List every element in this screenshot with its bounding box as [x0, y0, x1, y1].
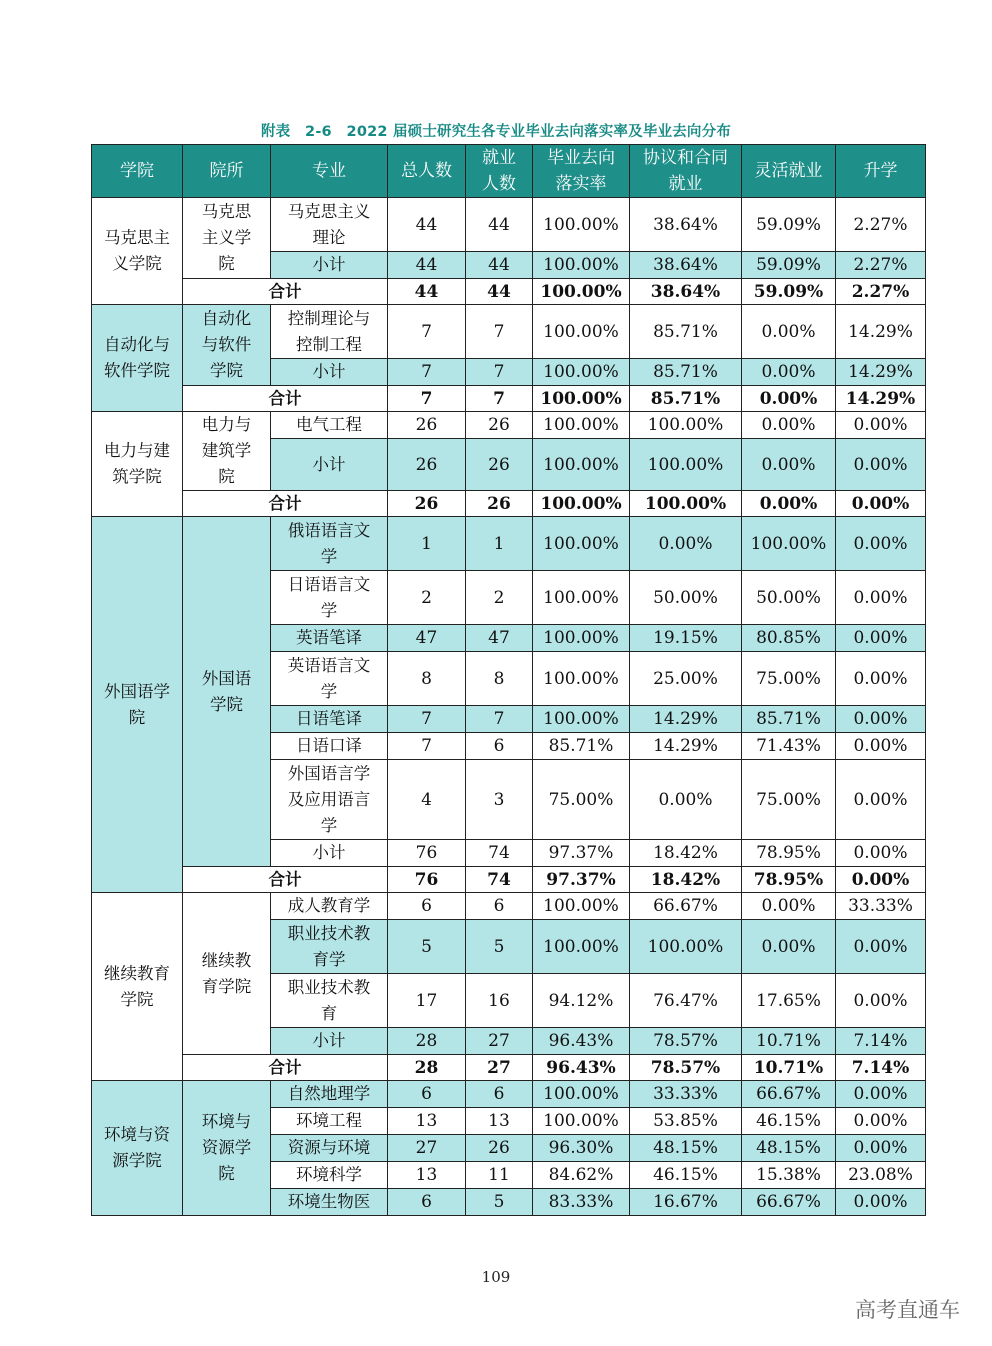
- total-further: 0.00%: [836, 867, 926, 893]
- major-name: 日语笔译: [271, 706, 388, 733]
- cell-rate: 100.00%: [533, 920, 630, 974]
- cell-contract: 46.15%: [630, 1162, 742, 1189]
- cell-total: 17: [388, 974, 466, 1028]
- total-contract: 100.00%: [630, 491, 742, 517]
- major-name: 英语笔译: [271, 625, 388, 652]
- total-employed: 74: [466, 867, 533, 893]
- cell-flexible: 50.00%: [742, 571, 836, 625]
- cell-rate: 100.00%: [533, 439, 630, 491]
- cell-contract: 50.00%: [630, 571, 742, 625]
- total-row: [92, 867, 926, 893]
- cell-further: 0.00%: [836, 412, 926, 439]
- cell-employed: 5: [466, 920, 533, 974]
- table-row: [92, 412, 926, 439]
- cell-total: 44: [388, 198, 466, 252]
- cell-rate: 100.00%: [533, 305, 630, 359]
- total-total: 28: [388, 1055, 466, 1081]
- cell-employed: 1: [466, 517, 533, 571]
- total-label: 合计: [183, 867, 388, 893]
- cell-further: 0.00%: [836, 974, 926, 1028]
- header-total: 总人数: [388, 145, 466, 198]
- cell-flexible: 0.00%: [742, 305, 836, 359]
- major-name: 俄语语言文 学: [271, 517, 388, 571]
- cell-flexible: 46.15%: [742, 1108, 836, 1135]
- cell-contract: 18.42%: [630, 840, 742, 867]
- cell-total: 26: [388, 439, 466, 491]
- major-name: 小计: [271, 840, 388, 867]
- cell-further: 0.00%: [836, 1081, 926, 1108]
- table-body: [92, 198, 926, 1216]
- cell-rate: 96.30%: [533, 1135, 630, 1162]
- cell-contract: 53.85%: [630, 1108, 742, 1135]
- cell-further: 0.00%: [836, 1108, 926, 1135]
- header-rate: 毕业去向 落实率: [533, 145, 630, 198]
- cell-total: 8: [388, 652, 466, 706]
- cell-rate: 100.00%: [533, 571, 630, 625]
- total-rate: 96.43%: [533, 1055, 630, 1081]
- cell-total: 27: [388, 1135, 466, 1162]
- table-caption: 附表 2-6 2022 届硕士研究生各专业毕业去向落实率及毕业去向分布: [260, 124, 732, 140]
- institute-name: 电力与 建筑学 院: [183, 412, 271, 491]
- college-name: 外国语学 院: [92, 517, 183, 893]
- cell-rate: 100.00%: [533, 517, 630, 571]
- cell-total: 6: [388, 1189, 466, 1216]
- table-row: [92, 198, 926, 252]
- cell-flexible: 15.38%: [742, 1162, 836, 1189]
- total-rate: 97.37%: [533, 867, 630, 893]
- total-rate: 100.00%: [533, 491, 630, 517]
- cell-employed: 5: [466, 1189, 533, 1216]
- cell-total: 7: [388, 706, 466, 733]
- cell-flexible: 66.67%: [742, 1081, 836, 1108]
- cell-rate: 100.00%: [533, 625, 630, 652]
- cell-contract: 100.00%: [630, 439, 742, 491]
- total-further: 0.00%: [836, 491, 926, 517]
- cell-rate: 100.00%: [533, 412, 630, 439]
- cell-flexible: 48.15%: [742, 1135, 836, 1162]
- college-name: 环境与资 源学院: [92, 1081, 183, 1216]
- total-employed: 7: [466, 386, 533, 412]
- cell-further: 0.00%: [836, 517, 926, 571]
- total-rate: 100.00%: [533, 279, 630, 305]
- major-name: 环境生物医: [271, 1189, 388, 1216]
- major-name: 小计: [271, 1028, 388, 1055]
- total-row: [92, 1055, 926, 1081]
- cell-rate: 75.00%: [533, 760, 630, 840]
- cell-rate: 83.33%: [533, 1189, 630, 1216]
- cell-total: 47: [388, 625, 466, 652]
- cell-contract: 14.29%: [630, 706, 742, 733]
- total-total: 44: [388, 279, 466, 305]
- cell-employed: 2: [466, 571, 533, 625]
- college-name: 自动化与 软件学院: [92, 305, 183, 412]
- header-contract: 协议和合同 就业: [630, 145, 742, 198]
- cell-contract: 38.64%: [630, 198, 742, 252]
- header-flexible: 灵活就业: [742, 145, 836, 198]
- major-name: 环境工程: [271, 1108, 388, 1135]
- cell-flexible: 78.95%: [742, 840, 836, 867]
- cell-employed: 26: [466, 439, 533, 491]
- major-name: 英语语言文 学: [271, 652, 388, 706]
- cell-flexible: 80.85%: [742, 625, 836, 652]
- cell-further: 7.14%: [836, 1028, 926, 1055]
- major-name: 小计: [271, 439, 388, 491]
- cell-rate: 100.00%: [533, 706, 630, 733]
- cell-further: 0.00%: [836, 760, 926, 840]
- cell-further: 2.27%: [836, 198, 926, 252]
- cell-further: 2.27%: [836, 252, 926, 279]
- cell-total: 2: [388, 571, 466, 625]
- cell-total: 7: [388, 733, 466, 760]
- total-contract: 18.42%: [630, 867, 742, 893]
- cell-total: 7: [388, 359, 466, 386]
- cell-further: 0.00%: [836, 1189, 926, 1216]
- institute-name: 环境与 资源学 院: [183, 1081, 271, 1216]
- total-label: 合计: [183, 1055, 388, 1081]
- total-total: 76: [388, 867, 466, 893]
- cell-total: 13: [388, 1108, 466, 1135]
- total-flexible: 0.00%: [742, 386, 836, 412]
- total-contract: 85.71%: [630, 386, 742, 412]
- total-contract: 38.64%: [630, 279, 742, 305]
- cell-flexible: 0.00%: [742, 412, 836, 439]
- college-name: 马克思主 义学院: [92, 198, 183, 305]
- total-label: 合计: [183, 279, 388, 305]
- table-header-row: [92, 145, 926, 198]
- major-name: 资源与环境: [271, 1135, 388, 1162]
- cell-contract: 14.29%: [630, 733, 742, 760]
- cell-total: 26: [388, 412, 466, 439]
- cell-flexible: 85.71%: [742, 706, 836, 733]
- header-major: 专业: [271, 145, 388, 198]
- total-row: [92, 491, 926, 517]
- total-flexible: 10.71%: [742, 1055, 836, 1081]
- cell-employed: 8: [466, 652, 533, 706]
- cell-contract: 16.67%: [630, 1189, 742, 1216]
- cell-flexible: 0.00%: [742, 920, 836, 974]
- cell-further: 0.00%: [836, 840, 926, 867]
- major-name: 自然地理学: [271, 1081, 388, 1108]
- total-rate: 100.00%: [533, 386, 630, 412]
- cell-employed: 11: [466, 1162, 533, 1189]
- cell-total: 44: [388, 252, 466, 279]
- header-institute: 院所: [183, 145, 271, 198]
- cell-flexible: 59.09%: [742, 252, 836, 279]
- total-total: 7: [388, 386, 466, 412]
- total-total: 26: [388, 491, 466, 517]
- cell-flexible: 59.09%: [742, 198, 836, 252]
- cell-employed: 7: [466, 359, 533, 386]
- table-row: [92, 1081, 926, 1108]
- cell-contract: 66.67%: [630, 893, 742, 920]
- total-employed: 44: [466, 279, 533, 305]
- cell-total: 1: [388, 517, 466, 571]
- cell-rate: 100.00%: [533, 1081, 630, 1108]
- major-name: 外国语言学 及应用语言 学: [271, 760, 388, 840]
- college-name: 继续教育 学院: [92, 893, 183, 1081]
- total-further: 14.29%: [836, 386, 926, 412]
- total-further: 2.27%: [836, 279, 926, 305]
- total-employed: 27: [466, 1055, 533, 1081]
- cell-further: 23.08%: [836, 1162, 926, 1189]
- cell-further: 0.00%: [836, 625, 926, 652]
- table-row: [92, 305, 926, 359]
- cell-employed: 6: [466, 733, 533, 760]
- institute-name: 外国语 学院: [183, 517, 271, 867]
- cell-employed: 44: [466, 252, 533, 279]
- college-name: 电力与建 筑学院: [92, 412, 183, 517]
- cell-further: 0.00%: [836, 439, 926, 491]
- cell-total: 6: [388, 1081, 466, 1108]
- cell-contract: 100.00%: [630, 920, 742, 974]
- cell-contract: 19.15%: [630, 625, 742, 652]
- cell-contract: 78.57%: [630, 1028, 742, 1055]
- total-row: [92, 386, 926, 412]
- cell-further: 14.29%: [836, 305, 926, 359]
- cell-contract: 76.47%: [630, 974, 742, 1028]
- total-row: [92, 279, 926, 305]
- institute-name: 自动化 与软件 学院: [183, 305, 271, 386]
- cell-contract: 100.00%: [630, 412, 742, 439]
- major-name: 成人教育学: [271, 893, 388, 920]
- cell-total: 7: [388, 305, 466, 359]
- cell-further: 0.00%: [836, 733, 926, 760]
- major-name: 控制理论与 控制工程: [271, 305, 388, 359]
- cell-total: 13: [388, 1162, 466, 1189]
- cell-rate: 100.00%: [533, 359, 630, 386]
- cell-further: 0.00%: [836, 652, 926, 706]
- cell-total: 28: [388, 1028, 466, 1055]
- cell-employed: 13: [466, 1108, 533, 1135]
- cell-further: 0.00%: [836, 706, 926, 733]
- cell-rate: 100.00%: [533, 1108, 630, 1135]
- cell-total: 76: [388, 840, 466, 867]
- cell-total: 4: [388, 760, 466, 840]
- cell-employed: 6: [466, 1081, 533, 1108]
- total-flexible: 0.00%: [742, 491, 836, 517]
- cell-further: 0.00%: [836, 920, 926, 974]
- major-name: 日语语言文 学: [271, 571, 388, 625]
- page-number: 109: [481, 1268, 511, 1286]
- cell-rate: 100.00%: [533, 252, 630, 279]
- cell-flexible: 75.00%: [742, 760, 836, 840]
- cell-employed: 44: [466, 198, 533, 252]
- cell-rate: 100.00%: [533, 198, 630, 252]
- cell-flexible: 0.00%: [742, 359, 836, 386]
- cell-employed: 6: [466, 893, 533, 920]
- table-row: [92, 517, 926, 571]
- cell-further: 0.00%: [836, 1135, 926, 1162]
- cell-contract: 25.00%: [630, 652, 742, 706]
- major-name: 日语口译: [271, 733, 388, 760]
- major-name: 环境科学: [271, 1162, 388, 1189]
- total-employed: 26: [466, 491, 533, 517]
- cell-further: 33.33%: [836, 893, 926, 920]
- cell-employed: 7: [466, 706, 533, 733]
- major-name: 职业技术教 育: [271, 974, 388, 1028]
- cell-flexible: 10.71%: [742, 1028, 836, 1055]
- header-college: 学院: [92, 145, 183, 198]
- cell-total: 5: [388, 920, 466, 974]
- cell-rate: 94.12%: [533, 974, 630, 1028]
- cell-flexible: 100.00%: [742, 517, 836, 571]
- cell-flexible: 66.67%: [742, 1189, 836, 1216]
- cell-further: 0.00%: [836, 571, 926, 625]
- major-name: 职业技术教 育学: [271, 920, 388, 974]
- major-name: 小计: [271, 359, 388, 386]
- cell-employed: 7: [466, 305, 533, 359]
- total-flexible: 59.09%: [742, 279, 836, 305]
- table-row: [92, 893, 926, 920]
- header-employed: 就业 人数: [466, 145, 533, 198]
- total-further: 7.14%: [836, 1055, 926, 1081]
- total-flexible: 78.95%: [742, 867, 836, 893]
- cell-contract: 85.71%: [630, 359, 742, 386]
- major-name: 马克思主义 理论: [271, 198, 388, 252]
- cell-employed: 27: [466, 1028, 533, 1055]
- header-further: 升学: [836, 145, 926, 198]
- major-name: 小计: [271, 252, 388, 279]
- cell-flexible: 75.00%: [742, 652, 836, 706]
- cell-flexible: 71.43%: [742, 733, 836, 760]
- cell-contract: 0.00%: [630, 517, 742, 571]
- cell-rate: 100.00%: [533, 893, 630, 920]
- cell-employed: 3: [466, 760, 533, 840]
- major-name: 电气工程: [271, 412, 388, 439]
- cell-total: 6: [388, 893, 466, 920]
- cell-rate: 100.00%: [533, 652, 630, 706]
- cell-further: 14.29%: [836, 359, 926, 386]
- cell-contract: 48.15%: [630, 1135, 742, 1162]
- cell-flexible: 0.00%: [742, 893, 836, 920]
- institute-name: 马克思 主义学 院: [183, 198, 271, 279]
- graduation-destination-table: [91, 144, 926, 1216]
- total-label: 合计: [183, 386, 388, 412]
- cell-contract: 0.00%: [630, 760, 742, 840]
- cell-rate: 85.71%: [533, 733, 630, 760]
- institute-name: 继续教 育学院: [183, 893, 271, 1055]
- cell-rate: 96.43%: [533, 1028, 630, 1055]
- cell-contract: 85.71%: [630, 305, 742, 359]
- cell-rate: 84.62%: [533, 1162, 630, 1189]
- cell-flexible: 0.00%: [742, 439, 836, 491]
- cell-employed: 16: [466, 974, 533, 1028]
- total-contract: 78.57%: [630, 1055, 742, 1081]
- watermark-logo: 高考直通车: [855, 1298, 960, 1322]
- cell-contract: 38.64%: [630, 252, 742, 279]
- total-label: 合计: [183, 491, 388, 517]
- cell-employed: 47: [466, 625, 533, 652]
- cell-employed: 74: [466, 840, 533, 867]
- cell-rate: 97.37%: [533, 840, 630, 867]
- cell-contract: 33.33%: [630, 1081, 742, 1108]
- cell-employed: 26: [466, 412, 533, 439]
- cell-employed: 26: [466, 1135, 533, 1162]
- cell-flexible: 17.65%: [742, 974, 836, 1028]
